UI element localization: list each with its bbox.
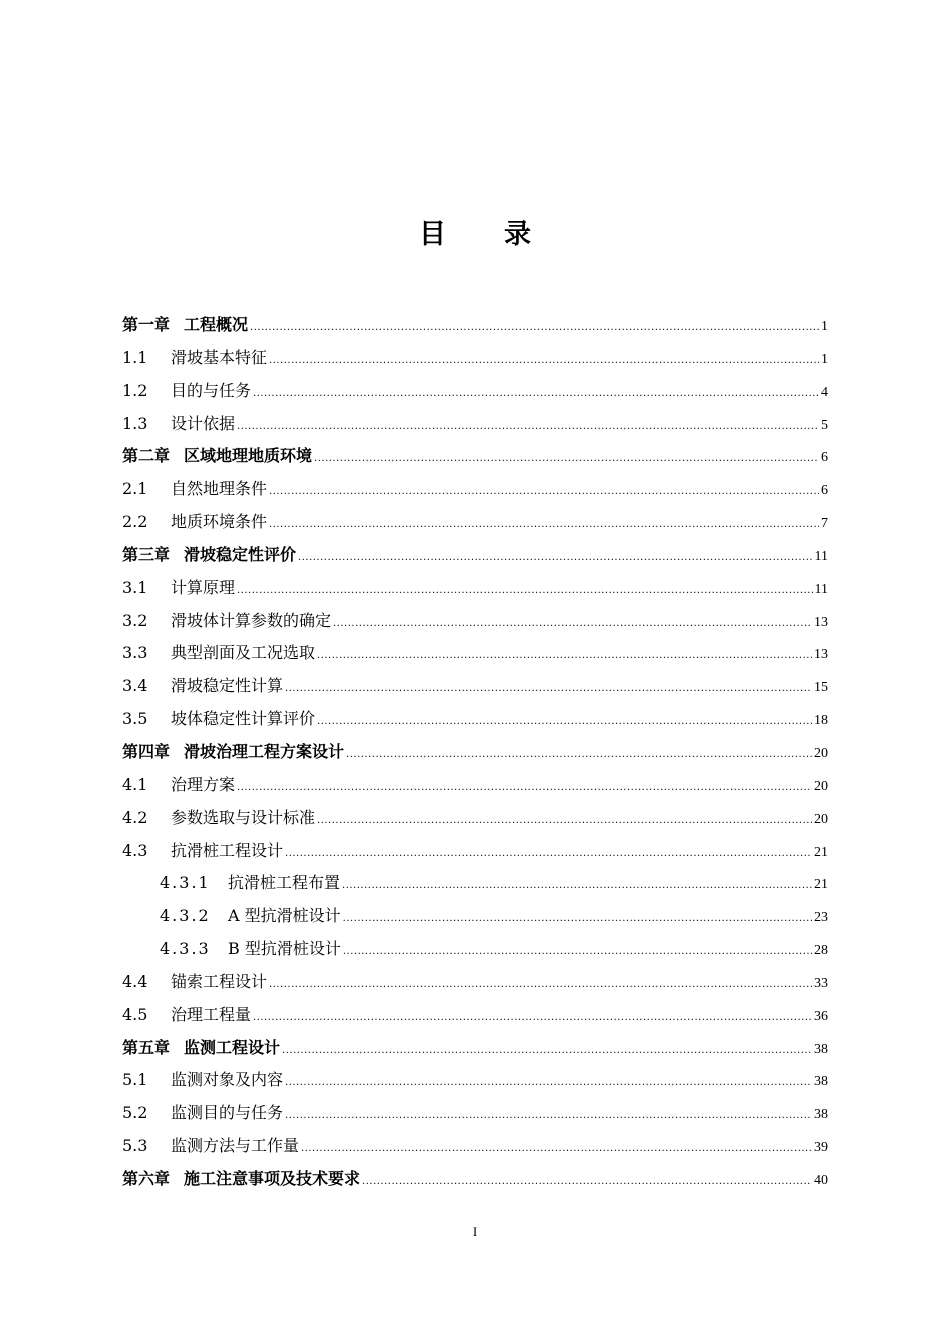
- toc-dot-leader: [237, 782, 812, 793]
- toc-section-entry[interactable]: [122, 1002, 828, 1035]
- toc-dot-leader: [317, 815, 812, 826]
- toc-dot-leader: [343, 946, 812, 957]
- toc-section-entry[interactable]: [122, 772, 828, 805]
- toc-entry-page: 39: [814, 1140, 828, 1156]
- toc-entry-title: 自然地理条件: [171, 479, 268, 499]
- toc-entry-title: 监测工程设计: [184, 1037, 281, 1057]
- page-title: 目录: [419, 219, 589, 250]
- toc-chapter-entry[interactable]: [122, 312, 828, 345]
- toc-section-entry[interactable]: [122, 476, 828, 509]
- toc-entry-page: 38: [814, 1107, 828, 1123]
- table-of-contents: [122, 312, 828, 1199]
- toc-section-entry[interactable]: [122, 1133, 828, 1166]
- toc-entry-title: B 型抗滑桩设计: [228, 939, 341, 959]
- toc-entry-title: 抗滑桩工程设计: [171, 840, 284, 860]
- toc-section-entry[interactable]: [122, 1067, 828, 1100]
- toc-entry-page: 5: [821, 417, 828, 433]
- toc-section-entry[interactable]: [122, 706, 828, 739]
- toc-entry-number: 3.3: [122, 643, 148, 663]
- toc-entry-title: 滑坡稳定性计算: [171, 676, 284, 696]
- toc-entry-title: 滑坡基本特征: [171, 347, 268, 367]
- toc-entry-page: 40: [814, 1172, 828, 1188]
- toc-entry-number: 5.1: [122, 1070, 148, 1090]
- toc-entry-title: 监测方法与工作量: [171, 1136, 300, 1156]
- toc-section-entry[interactable]: [122, 608, 828, 641]
- toc-entry-number: 2.1: [122, 479, 148, 499]
- toc-entry-number: 5.3: [122, 1136, 148, 1156]
- toc-entry-title: 参数选取与设计标准: [171, 807, 316, 827]
- toc-entry-number: 3.2: [122, 610, 148, 630]
- toc-entry-page: 21: [814, 877, 828, 893]
- toc-section-entry[interactable]: [122, 936, 828, 969]
- toc-section-entry[interactable]: [122, 411, 828, 444]
- toc-dot-leader: [253, 1012, 812, 1023]
- toc-section-entry[interactable]: [122, 640, 828, 673]
- toc-entry-page: 6: [821, 483, 828, 499]
- toc-dot-leader: [269, 519, 819, 530]
- toc-entry-number: 4.4: [122, 971, 148, 991]
- toc-entry-page: 18: [814, 713, 828, 729]
- toc-entry-title: 抗滑桩工程布置: [228, 873, 341, 893]
- toc-entry-number: 3.4: [122, 676, 148, 696]
- toc-section-entry[interactable]: [122, 673, 828, 706]
- toc-dot-leader: [346, 749, 812, 760]
- toc-entry-title: 工程概况: [184, 315, 249, 334]
- toc-entry-title: 滑坡体计算参数的确定: [171, 610, 332, 630]
- toc-dot-leader: [269, 355, 819, 366]
- toc-section-entry[interactable]: [122, 378, 828, 411]
- toc-dot-leader: [282, 1045, 812, 1056]
- toc-dot-leader: [285, 1110, 812, 1121]
- toc-dot-leader: [237, 585, 813, 596]
- toc-entry-title: 治理工程量: [171, 1004, 252, 1024]
- toc-entry-page: 13: [814, 614, 828, 630]
- toc-entry-page: 11: [814, 581, 828, 597]
- toc-entry-title: 设计依据: [171, 413, 236, 433]
- toc-dot-leader: [250, 322, 819, 333]
- toc-entry-number: 4.1: [122, 774, 148, 794]
- toc-entry-page: 23: [814, 910, 828, 926]
- toc-entry-number: 第二章: [122, 446, 171, 466]
- toc-section-entry[interactable]: [122, 870, 828, 903]
- toc-entry-page: 33: [814, 975, 828, 991]
- toc-dot-leader: [269, 979, 812, 990]
- toc-entry-page: 6: [821, 450, 828, 466]
- toc-entry-page: 36: [814, 1008, 828, 1024]
- toc-dot-leader: [298, 552, 812, 563]
- toc-entry-number: 4.2: [122, 807, 148, 827]
- toc-dot-leader: [362, 1176, 812, 1187]
- toc-entry-title: A 型抗滑桩设计: [228, 906, 341, 926]
- toc-entry-title: 典型剖面及工况选取: [171, 643, 316, 663]
- toc-chapter-entry[interactable]: [122, 1166, 828, 1199]
- toc-entry-page: 38: [814, 1074, 828, 1090]
- toc-chapter-entry[interactable]: [122, 443, 828, 476]
- page-number-footer: I: [472, 1224, 478, 1239]
- toc-entry-number: 第四章: [122, 741, 171, 761]
- toc-entry-title: 施工注意事项及技术要求: [184, 1168, 361, 1188]
- toc-entry-number: 第一章: [122, 315, 171, 334]
- toc-entry-number: 4.5: [122, 1004, 148, 1024]
- toc-entry-title: 锚索工程设计: [171, 971, 268, 991]
- toc-entry-title: 目的与任务: [171, 380, 252, 400]
- toc-entry-title: 计算原理: [171, 577, 236, 597]
- toc-entry-title: 监测对象及内容: [171, 1070, 284, 1090]
- toc-section-entry[interactable]: [122, 969, 828, 1002]
- toc-entry-number: 1.1: [122, 347, 148, 367]
- toc-dot-leader: [285, 683, 812, 694]
- toc-entry-number: 4.3.3: [160, 939, 211, 959]
- toc-entry-number: 第三章: [122, 544, 171, 564]
- toc-entry-page: 38: [814, 1041, 828, 1057]
- toc-entry-number: 第六章: [122, 1168, 171, 1188]
- toc-entry-title: 区域地理地质环境: [184, 446, 313, 466]
- toc-section-entry[interactable]: [122, 575, 828, 608]
- toc-section-entry[interactable]: [122, 345, 828, 378]
- toc-dot-leader: [301, 1143, 812, 1154]
- toc-entry-number: 4.3: [122, 840, 148, 860]
- toc-dot-leader: [237, 421, 819, 432]
- toc-chapter-entry[interactable]: [122, 542, 828, 575]
- toc-entry-number: 2.2: [122, 512, 148, 532]
- toc-entry-page: 4: [821, 384, 828, 400]
- toc-entry-page: 7: [821, 516, 828, 532]
- toc-dot-leader: [343, 913, 812, 924]
- toc-entry-title: 滑坡稳定性评价: [184, 544, 297, 564]
- toc-entry-page: 20: [814, 811, 828, 827]
- toc-entry-page: 15: [814, 680, 828, 696]
- toc-entry-number: 4.3.2: [160, 906, 211, 926]
- toc-dot-leader: [317, 650, 812, 661]
- toc-section-entry[interactable]: [122, 838, 828, 871]
- toc-entry-number: 1.2: [122, 380, 148, 400]
- toc-dot-leader: [317, 716, 812, 727]
- toc-entry-number: 第五章: [122, 1037, 171, 1057]
- toc-entry-title: 监测目的与任务: [171, 1103, 284, 1123]
- toc-dot-leader: [314, 453, 819, 464]
- toc-section-entry[interactable]: [122, 509, 828, 542]
- toc-dot-leader: [342, 880, 812, 891]
- toc-dot-leader: [285, 848, 812, 859]
- toc-entry-page: 13: [814, 647, 828, 663]
- toc-entry-number: 3.1: [122, 577, 148, 597]
- toc-entry-title: 滑坡治理工程方案设计: [184, 741, 345, 761]
- toc-entry-number: 5.2: [122, 1103, 148, 1123]
- toc-section-entry[interactable]: [122, 1100, 828, 1133]
- toc-entry-number: 1.3: [122, 413, 148, 433]
- toc-chapter-entry[interactable]: [122, 1035, 828, 1068]
- toc-entry-title: 地质环境条件: [171, 512, 268, 532]
- toc-section-entry[interactable]: [122, 805, 828, 838]
- toc-entry-page: 21: [814, 844, 828, 860]
- toc-entry-page: 11: [814, 548, 828, 564]
- toc-chapter-entry[interactable]: [122, 739, 828, 772]
- toc-dot-leader: [253, 388, 819, 399]
- toc-entry-page: 1: [821, 351, 828, 367]
- toc-entry-title: 治理方案: [171, 774, 236, 794]
- toc-entry-page: 20: [814, 745, 828, 761]
- toc-dot-leader: [269, 486, 819, 497]
- toc-dot-leader: [333, 618, 812, 629]
- toc-entry-page: 28: [814, 943, 828, 959]
- toc-entry-page: 1: [821, 319, 828, 334]
- toc-entry-title: 坡体稳定性计算评价: [171, 709, 316, 729]
- toc-section-entry[interactable]: [122, 903, 828, 936]
- toc-entry-number: 3.5: [122, 709, 148, 729]
- toc-dot-leader: [285, 1077, 812, 1088]
- toc-entry-page: 20: [814, 778, 828, 794]
- toc-entry-number: 4.3.1: [160, 873, 211, 893]
